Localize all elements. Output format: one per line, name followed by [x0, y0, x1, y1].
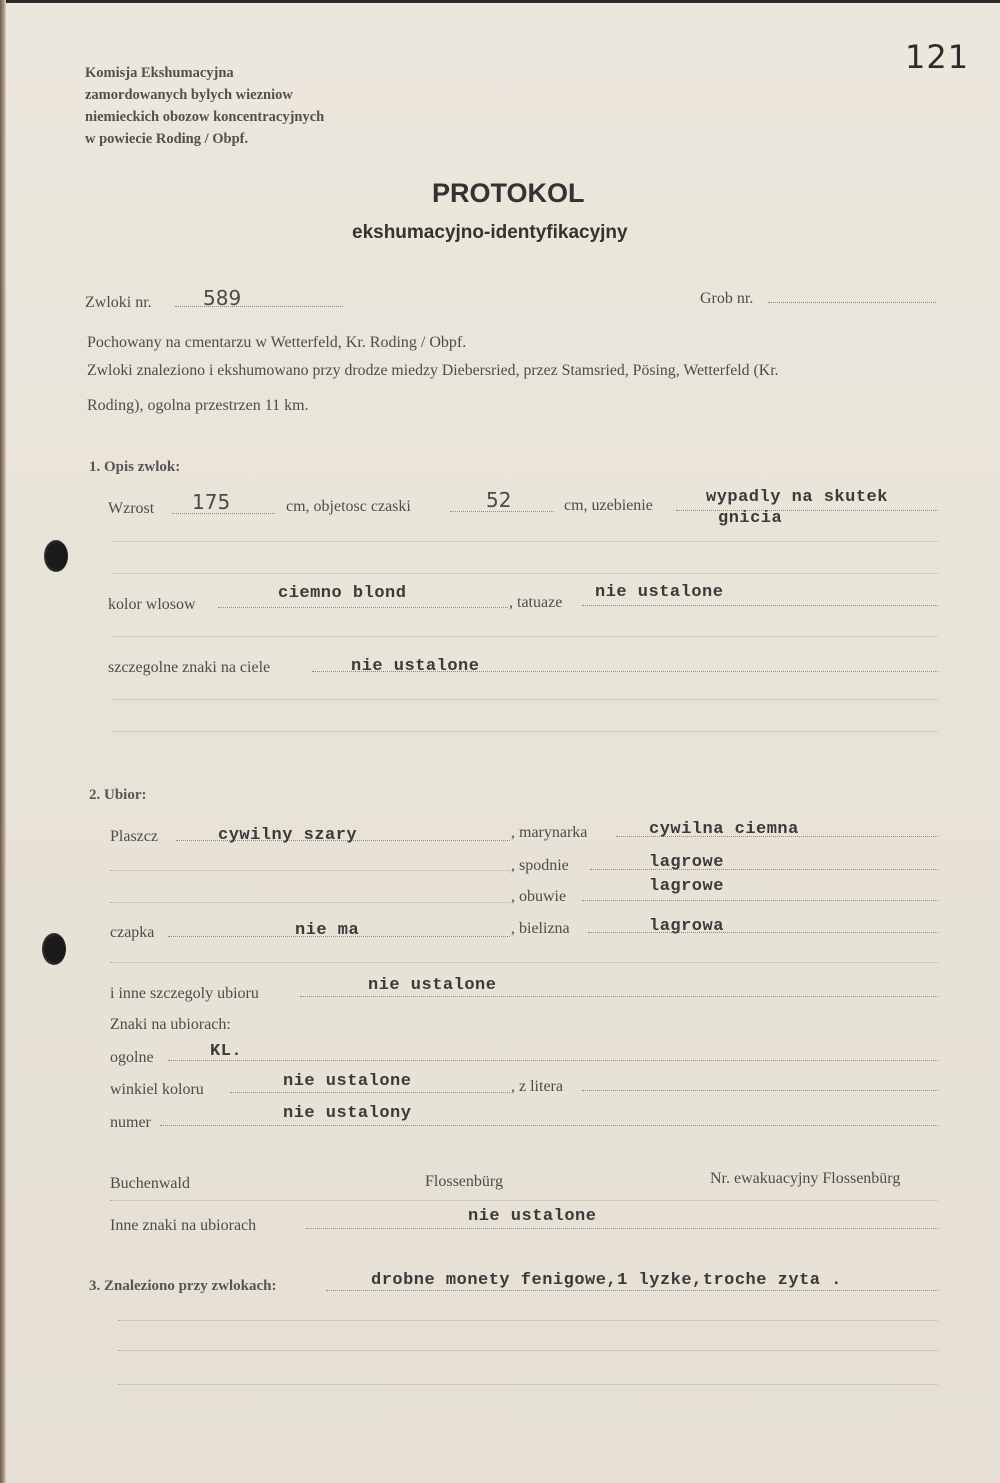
- uzebienie-label: cm, uzebienie: [564, 497, 653, 514]
- numer-field-line: [160, 1125, 938, 1126]
- marynarka-value: cywilna ciemna: [649, 820, 799, 839]
- tatuaze-label: , tatuaze: [509, 594, 563, 611]
- opis-blank-line-1: [113, 573, 938, 574]
- section-1-heading: 1. Opis zwlok:: [89, 459, 181, 475]
- zwloki-number: 589: [203, 286, 242, 310]
- bielizna-value: lagrowa: [649, 917, 724, 936]
- marynarka-label: , marynarka: [511, 824, 588, 841]
- inne-szczegoly-field-line: [300, 996, 938, 997]
- opis-blank-line-4: [113, 731, 938, 732]
- znaleziono-value: drobne monety fenigowe,1 lyzke,troche zyta .: [371, 1271, 842, 1290]
- znaki-na-ciele-value: nie ustalone: [351, 657, 480, 676]
- header-line-2: zamordowanych bylych wiezniow: [85, 87, 293, 103]
- section-3-heading: 3. Znaleziono przy zwlokach:: [89, 1278, 277, 1294]
- spodnie-field-line: [590, 869, 938, 870]
- spodnie-value: lagrowe: [649, 853, 724, 872]
- czaszka-value: 52: [486, 488, 512, 512]
- grob-label: Grob nr.: [700, 290, 754, 307]
- inne-znaki-label: Inne znaki na ubiorach: [110, 1217, 257, 1234]
- inne-szczegoly-label: i inne szczegoly ubioru: [110, 985, 259, 1002]
- uzebienie-field-line: [676, 510, 938, 511]
- document-subtitle: ekshumacyjno-identyfikacyjny: [352, 222, 628, 243]
- intro-line-2: Zwloki znaleziono i ekshumowano przy drodze miedzy Diebersried, przez Stamsried, Pösing, Wetterfeld (Kr.: [87, 362, 779, 379]
- header-line-4: w powiecie Roding / Obpf.: [85, 131, 249, 147]
- opis-blank-line-3: [113, 699, 938, 700]
- kolor-wlosow-value: ciemno blond: [278, 584, 407, 603]
- inne-szczegoly-value: nie ustalone: [368, 976, 497, 995]
- uzebienie-continuation-line: [113, 541, 938, 542]
- obuwie-field-line: [582, 900, 938, 901]
- znaki-na-ciele-label: szczegolne znaki na ciele: [108, 659, 271, 676]
- numer-value: nie ustalony: [283, 1104, 412, 1123]
- ogolne-label: ogolne: [110, 1049, 154, 1066]
- bielizna-field-line: [588, 932, 938, 933]
- znaki-na-ubiorach-heading: Znaki na ubiorach:: [110, 1016, 231, 1033]
- czapka-value: nie ma: [295, 921, 360, 940]
- ogolne-value: KL.: [210, 1042, 243, 1061]
- znaleziono-blank-line-3: [118, 1384, 938, 1385]
- winkiel-label: winkiel koloru: [110, 1081, 204, 1098]
- ubior-blank-line-3: [110, 962, 938, 963]
- winkiel-value: nie ustalone: [283, 1072, 412, 1091]
- page-left-edge: [0, 0, 6, 1483]
- winkiel-field-line: [230, 1092, 510, 1093]
- ewakuacyjny-label: Nr. ewakuacyjny Flossenbürg: [710, 1170, 901, 1187]
- opis-blank-line-2: [113, 636, 938, 637]
- numer-label: numer: [110, 1114, 151, 1131]
- tatuaze-field-line: [582, 605, 938, 606]
- znaleziono-field-line: [326, 1290, 938, 1291]
- zwloki-label: Zwloki nr.: [85, 294, 152, 311]
- uzebienie-value-1: wypadly na skutek: [706, 488, 888, 507]
- intro-line-1: Pochowany na cmentarzu w Wetterfeld, Kr. Roding / Obpf.: [87, 334, 467, 351]
- plaszcz-label: Plaszcz: [110, 828, 158, 845]
- kolor-wlosow-field-line: [218, 607, 508, 608]
- bielizna-label: , bielizna: [511, 920, 570, 937]
- inne-znaki-value: nie ustalone: [468, 1207, 597, 1226]
- czapka-label: czapka: [110, 924, 155, 941]
- wzrost-label: Wzrost: [108, 500, 155, 517]
- flossenburg-label: Flossenbürg: [425, 1173, 503, 1190]
- ogolne-field-line: [168, 1060, 938, 1061]
- plaszcz-value: cywilny szary: [218, 826, 358, 845]
- litera-field-line: [582, 1090, 938, 1091]
- buchenwald-label: Buchenwald: [110, 1175, 190, 1192]
- grob-field-line: [768, 302, 936, 303]
- czaszka-label: cm, objetosc czaski: [286, 498, 411, 515]
- tatuaze-value: nie ustalone: [595, 583, 724, 602]
- inne-znaki-field-line: [306, 1228, 938, 1229]
- spodnie-label: , spodnie: [511, 857, 569, 874]
- page-top-edge: [0, 0, 1000, 3]
- kolor-wlosow-label: kolor wlosow: [108, 596, 196, 613]
- header-line-1: Komisja Ekshumacyjna: [85, 65, 234, 81]
- section-2-heading: 2. Ubior:: [89, 787, 147, 803]
- page-number: 121: [905, 38, 970, 76]
- znaleziono-blank-line-1: [118, 1320, 938, 1321]
- ubior-blank-line-1: [110, 870, 510, 871]
- document-title: PROTOKOL: [432, 178, 585, 208]
- header-line-3: niemieckich obozow koncentracyjnych: [85, 109, 325, 125]
- zwloki-field-line: [175, 306, 343, 307]
- znaleziono-blank-line-2: [118, 1350, 938, 1351]
- obuwie-label: , obuwie: [511, 888, 567, 905]
- punch-hole-bottom: [42, 933, 66, 965]
- punch-hole-top: [44, 540, 68, 572]
- wzrost-value: 175: [192, 490, 231, 514]
- intro-line-3: Roding), ogolna przestrzen 11 km.: [87, 397, 309, 414]
- uzebienie-value-2: gnicia: [718, 509, 783, 528]
- obuwie-value: lagrowe: [649, 877, 724, 896]
- buchenwald-blank-line: [110, 1200, 938, 1201]
- ubior-blank-line-2: [110, 902, 510, 903]
- litera-label: , z litera: [511, 1078, 563, 1095]
